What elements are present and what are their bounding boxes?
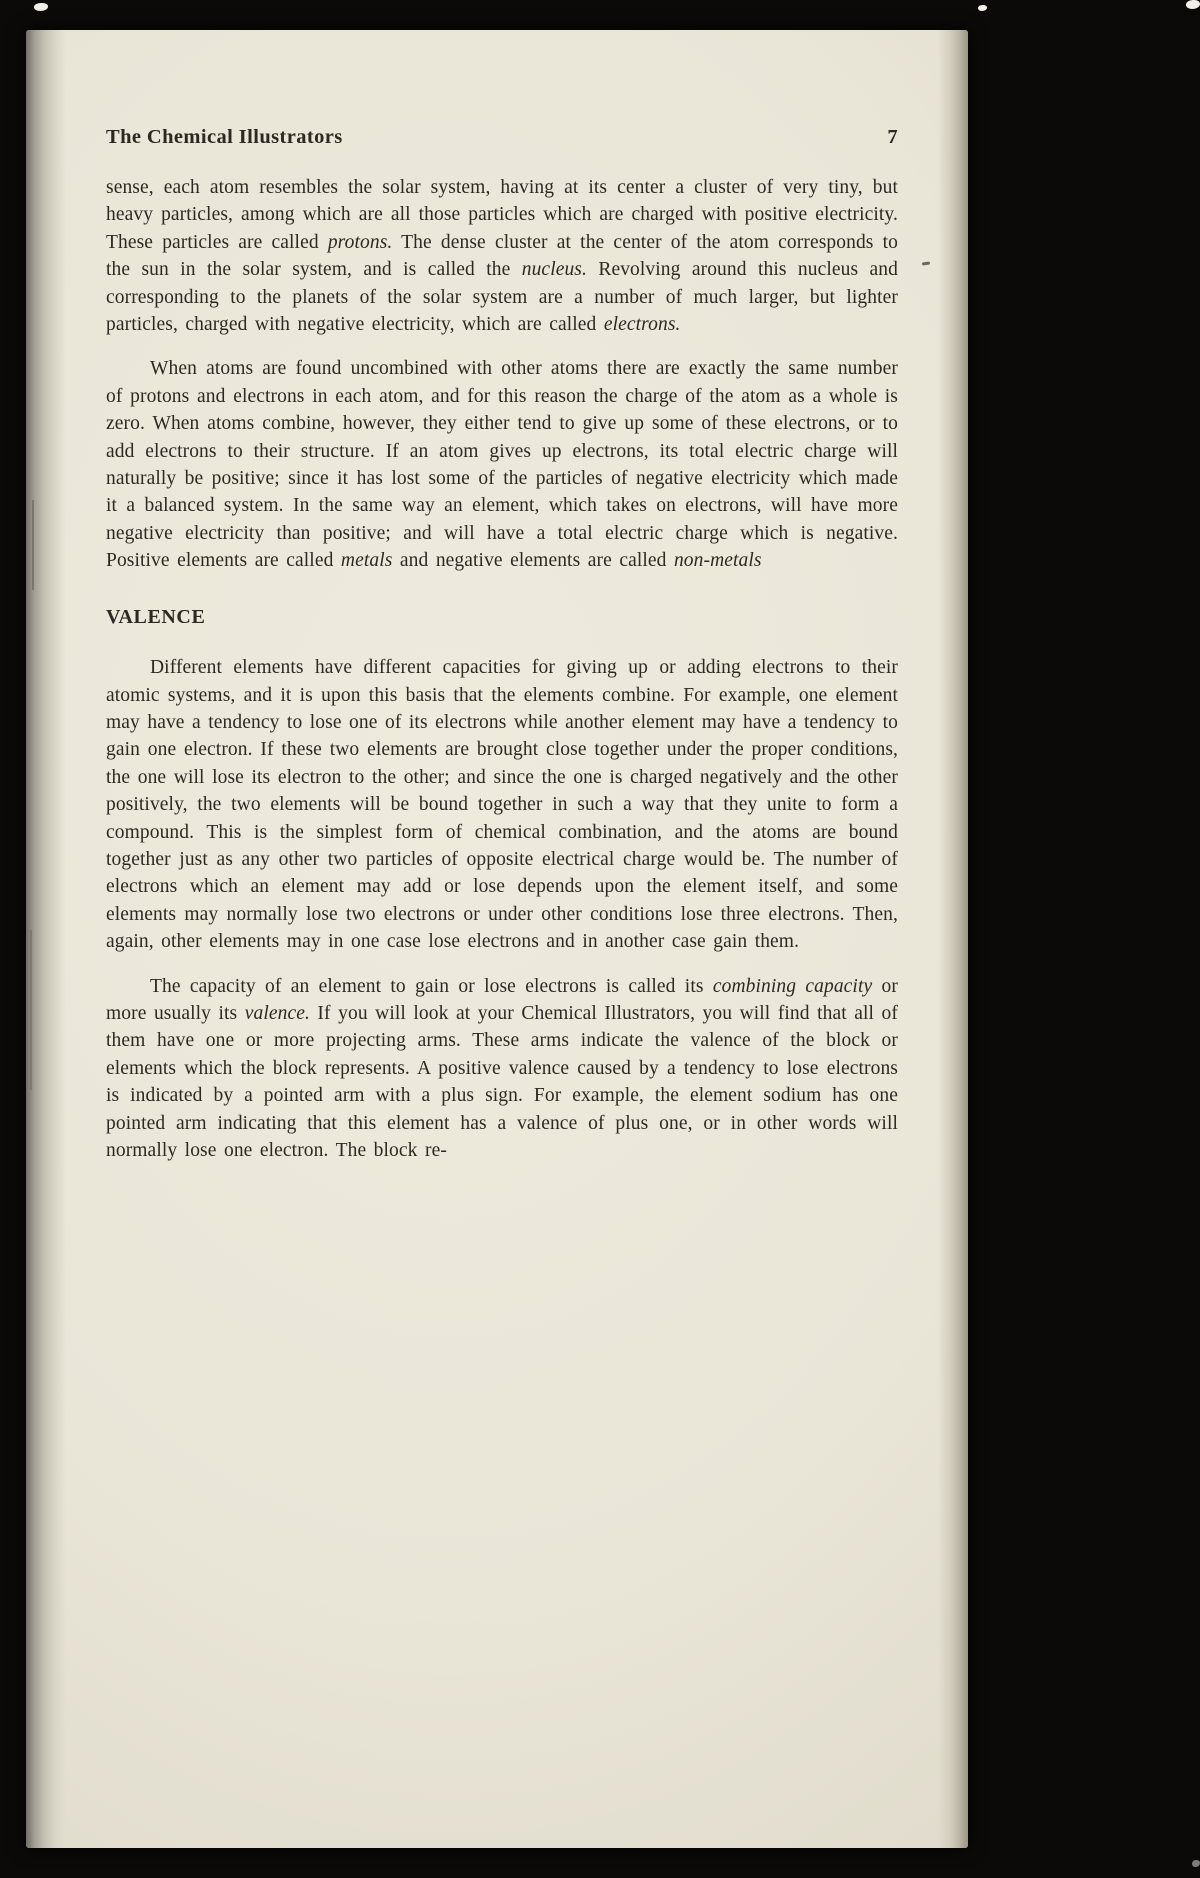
italic-term: protons. [327,231,393,253]
italic-term: electrons. [603,314,681,336]
paragraph [106,654,898,955]
page-content-area [26,30,968,1181]
page-number: 7 [887,126,898,148]
italic-term: valence. [244,1002,310,1024]
text-run: sense, each atom resembles the solar system, having at its center a cluster of very tiny, but heavy particles, among which are all those particles which are charged with positive electricity. These particles are called [106,177,898,253]
text-run: Different elements have different capacities for giving up or adding electrons to their atomic systems, and it is upon this basis that the elements combine. For example, one element may have a tendency to lose one of its electrons while another element may have a tendency to gain one electron. If these two elements are brought close together under the proper conditions, the one will lose its electron to the other; and since the one is charged negatively and the other positively, the two elements will be bound together in such a way that they unite to form a compound. This is the simplest form of chemical combination, and the atoms are bound together just as any other two particles of opposite electrical charge would be. The number of electrons which an element may add or lose depends upon the element itself, and some elements may normally lose two electrons or under other conditions lose three electrons. Then, again, other elements may in one case lose electrons and in another case gain them. [106,657,898,953]
text-run: or more usually its [106,975,898,1024]
text-run: The dense cluster at the center of the atom corresponds to the sun in the solar system, and is called the [106,231,898,281]
section-heading: VALENCE [106,605,206,628]
italic-term: non-metals [673,550,762,572]
text-run: The capacity of an element to gain or lose electrons is called its [150,975,713,997]
paragraph [106,174,898,338]
running-title: The Chemical Illustrators [106,126,343,148]
italic-term: metals [340,550,393,572]
paragraph [106,973,898,1165]
text-run: When atoms are found uncombined with other atoms there are exactly the same number of protons and electrons in each atom, and for this reason the charge of the atom as a whole is zero. When atoms combine, however, they either tend to give up some of these electrons, or to add electrons to their structure. If an atom gives up electrons, its total electric charge will naturally be positive; since it has lost some of the particles of negative electricity which made it a balanced system. In the same way an element, which takes on electrons, will have more negative electricity than positive; and will have a total electric charge which is negative. Positive elements are called [106,358,898,572]
paragraph [106,355,898,574]
text-run: Revolving around this nucleus and corresponding to the planets of the solar system are a number of much larger, but lighter particles, charged with negative electricity, which are called [106,259,898,336]
text-run: and negative elements are called [392,550,674,572]
text-run: If you will look at your Chemical Illustrators, you will find that all of them have one or more projecting arms. These arms indicate the valence of the block or elements which the block represents. A positive valence caused by a tendency to lose electrons is indicated by a pointed arm with a plus sign. For example, the element sodium has one pointed arm indicating that this element has a valence of plus one, or in other words will normally lose one electron. The block re- [106,1002,898,1161]
scan-speck [978,5,987,11]
page-body [106,174,898,1164]
scan-speck [1186,0,1200,9]
scan-speck [1192,1860,1200,1867]
page-header [106,126,898,149]
scan-speck [34,3,48,11]
italic-term: combining capacity [712,975,873,997]
book-page [26,30,968,1848]
italic-term: nucleus. [521,259,587,281]
